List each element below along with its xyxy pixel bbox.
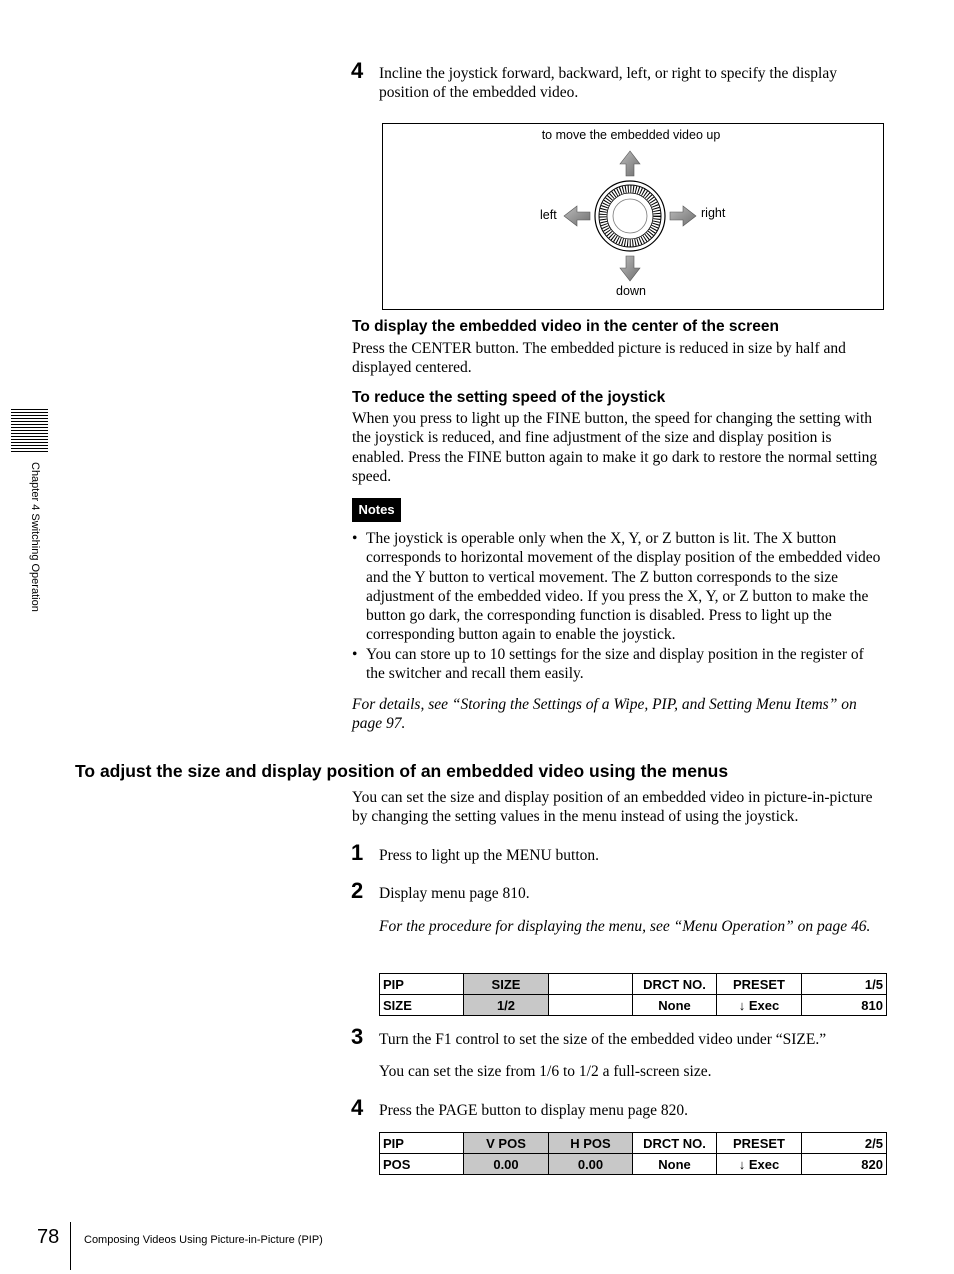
notes-badge: Notes bbox=[352, 498, 401, 522]
diagram-label-up: to move the embedded video up bbox=[541, 128, 721, 142]
menu-cell: None bbox=[633, 1154, 717, 1175]
center-heading: To display the embedded video in the center of the screen bbox=[352, 318, 779, 335]
diagram-label-left: left bbox=[540, 208, 557, 222]
menu-cell: 820 bbox=[802, 1154, 887, 1175]
step-text: Incline the joystick forward, backward, left, or right to specify the display position of the embedded video. bbox=[379, 65, 837, 102]
arrow-up-icon bbox=[620, 151, 640, 176]
menu-cell: 0.00 bbox=[464, 1154, 549, 1175]
step-number: 3 bbox=[351, 1024, 364, 1049]
note-item: • You can store up to 10 settings for the size and display position in the register of the switcher and recall them easily. bbox=[352, 645, 885, 684]
reduce-body: When you press to light up the FINE button, the speed for changing the setting with the joystick is reduced, and fine adjustment of the size and display position is enabled. Press the FINE button again to make it go dark to restore the normal setting speed. bbox=[352, 410, 878, 485]
menu-cell bbox=[549, 974, 633, 995]
page-number: 78 bbox=[37, 1226, 60, 1248]
menu-cell: SIZE bbox=[464, 974, 549, 995]
menu-cell: ↓ Exec bbox=[717, 995, 802, 1016]
step-text: Press the PAGE button to display menu page 820. bbox=[379, 1102, 688, 1119]
menu-cell: PIP bbox=[380, 1133, 464, 1154]
step-text: Press to light up the MENU button. bbox=[379, 847, 600, 864]
step-number: 2 bbox=[351, 878, 364, 903]
menu-cell: 1/2 bbox=[464, 995, 549, 1016]
menu-cell: 2/5 bbox=[802, 1133, 887, 1154]
note-item: • The joystick is operable only when the X, Y, or Z button is lit. The X button corresponds to horizontal movement of the display position of the embedded video and the Y button to vertical movement. The Z button corresponds to the size adjustment of the embedded video. If you press the X, Y, or Z button to make the button go dark, the corresponding function is disabled. Press to light up the corresponding button again to enable the joystick. bbox=[352, 529, 885, 645]
step-text: Turn the F1 control to set the size of the embedded video under “SIZE.” bbox=[379, 1031, 827, 1048]
arrow-right-icon bbox=[670, 206, 696, 226]
diagram-label-down: down bbox=[616, 284, 646, 298]
menu-cell: 0.00 bbox=[549, 1154, 633, 1175]
menu-cell: DRCT NO. bbox=[633, 974, 717, 995]
menu-page-810 bbox=[379, 973, 887, 1016]
menu-cell: PRESET bbox=[717, 974, 802, 995]
notes-list bbox=[352, 529, 885, 683]
menu-cell: V POS bbox=[464, 1133, 549, 1154]
menu-cell: PIP bbox=[380, 974, 464, 995]
joystick-diagram bbox=[382, 123, 884, 310]
menu-cell: 1/5 bbox=[802, 974, 887, 995]
arrow-left-icon bbox=[564, 206, 590, 226]
menu-cell: PRESET bbox=[717, 1133, 802, 1154]
step-number: 4 bbox=[351, 58, 364, 83]
menu-cell: H POS bbox=[549, 1133, 633, 1154]
arrow-down-icon bbox=[620, 256, 640, 281]
menu-cell: ↓ Exec bbox=[717, 1154, 802, 1175]
menu-page-820 bbox=[379, 1132, 887, 1175]
menu-cell: None bbox=[633, 995, 717, 1016]
menu-cell: DRCT NO. bbox=[633, 1133, 717, 1154]
reduce-heading: To reduce the setting speed of the joystick bbox=[352, 389, 666, 406]
step-number: 1 bbox=[351, 840, 364, 865]
menu-cell: POS bbox=[380, 1154, 464, 1175]
diagram-label-right: right bbox=[701, 206, 726, 220]
section-intro: You can set the size and display position of an embedded video in picture-in-picture by changing the setting values in the menu instead of using the joystick. bbox=[352, 789, 873, 826]
notes-reference: For details, see “Storing the Settings of a Wipe, PIP, and Setting Menu Items” on page 97. bbox=[352, 696, 857, 733]
footer-divider bbox=[70, 1222, 71, 1270]
step-note: For the procedure for displaying the menu, see “Menu Operation” on page 46. bbox=[379, 918, 871, 935]
chapter-label: Chapter 4 Switching Operation bbox=[29, 462, 41, 612]
joystick-icon bbox=[383, 124, 883, 309]
step-text: Display menu page 810. bbox=[379, 885, 530, 902]
step-extra: You can set the size from 1/6 to 1/2 a full-screen size. bbox=[379, 1063, 712, 1080]
section-heading: To adjust the size and display position of an embedded video using the menus bbox=[75, 761, 729, 781]
menu-cell: 810 bbox=[802, 995, 887, 1016]
footer-title: Composing Videos Using Picture-in-Picture (PIP) bbox=[84, 1234, 323, 1246]
chapter-index-stripes bbox=[11, 409, 48, 454]
step-number: 4 bbox=[351, 1095, 364, 1120]
center-body: Press the CENTER button. The embedded picture is reduced in size by half and displayed centered. bbox=[352, 340, 846, 377]
menu-cell: SIZE bbox=[380, 995, 464, 1016]
menu-cell bbox=[549, 995, 633, 1016]
